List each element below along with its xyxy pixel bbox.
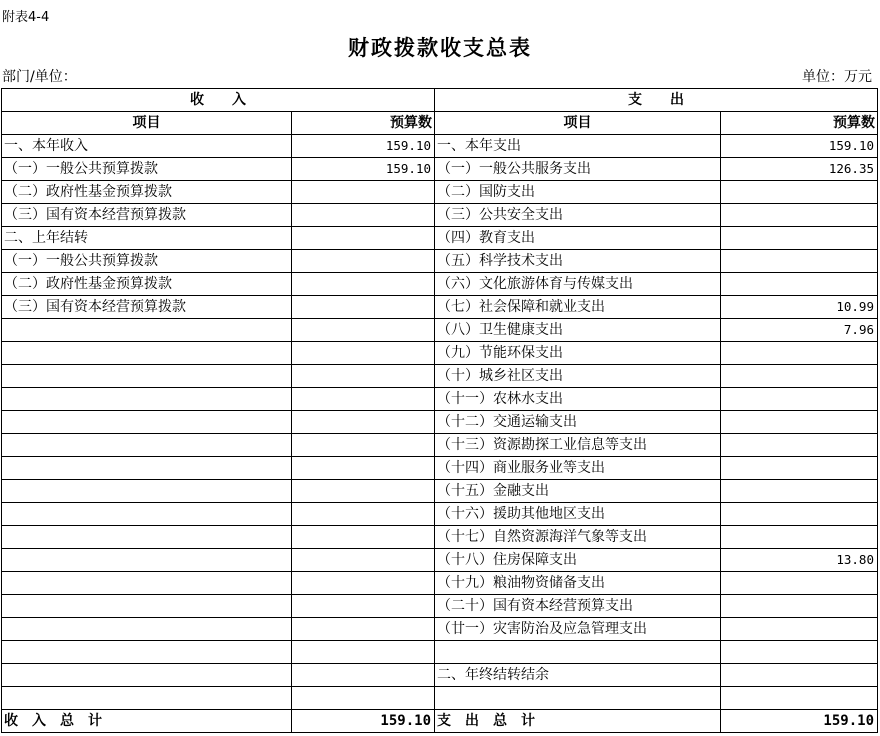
expense-item-header: 项目 <box>435 112 721 135</box>
expense-item-cell: （六）文化旅游体育与传媒支出 <box>435 273 721 296</box>
income-budget-cell: 159.10 <box>292 135 435 158</box>
table-row <box>2 457 878 480</box>
table-row <box>2 181 878 204</box>
income-item-cell: （二）政府性基金预算拨款 <box>2 181 292 204</box>
table-row <box>2 641 878 664</box>
table-row <box>2 388 878 411</box>
expense-item-cell: （七）社会保障和就业支出 <box>435 296 721 319</box>
income-budget-cell <box>292 572 435 595</box>
income-item-cell <box>2 388 292 411</box>
expense-item-cell: （十二）交通运输支出 <box>435 411 721 434</box>
income-budget-cell <box>292 319 435 342</box>
income-budget-cell <box>292 411 435 434</box>
expense-total-value: 159.10 <box>721 710 878 733</box>
income-budget-cell <box>292 227 435 250</box>
budget-table <box>1 88 878 733</box>
income-item-cell: （一）一般公共预算拨款 <box>2 250 292 273</box>
income-group-header: 收 入 <box>2 89 435 112</box>
expense-item-cell: （一）一般公共服务支出 <box>435 158 721 181</box>
expense-budget-cell <box>721 503 878 526</box>
expense-budget-cell: 7.96 <box>721 319 878 342</box>
table-row <box>2 158 878 181</box>
income-item-cell: 一、本年收入 <box>2 135 292 158</box>
income-budget-cell <box>292 181 435 204</box>
income-item-cell <box>2 480 292 503</box>
expense-budget-cell <box>721 411 878 434</box>
expense-budget-cell <box>721 388 878 411</box>
income-item-cell <box>2 365 292 388</box>
expense-item-cell: （二十）国有资本经营预算支出 <box>435 595 721 618</box>
table-row <box>2 480 878 503</box>
expense-budget-cell <box>721 572 878 595</box>
total-row <box>2 710 878 733</box>
income-item-cell: （二）政府性基金预算拨款 <box>2 273 292 296</box>
income-item-cell: 二、上年结转 <box>2 227 292 250</box>
department-label: 部门/单位： <box>2 69 77 85</box>
expense-budget-cell: 126.35 <box>721 158 878 181</box>
income-budget-cell <box>292 664 435 687</box>
expense-item-cell: （十六）援助其他地区支出 <box>435 503 721 526</box>
income-budget-cell <box>292 250 435 273</box>
expense-budget-cell <box>721 664 878 687</box>
expense-item-cell: （十九）粮油物资储备支出 <box>435 572 721 595</box>
table-row <box>2 549 878 572</box>
expense-budget-cell <box>721 434 878 457</box>
income-budget-cell <box>292 296 435 319</box>
table-row <box>2 687 878 710</box>
expense-budget-cell <box>721 526 878 549</box>
expense-item-cell: 二、年终结转结余 <box>435 664 721 687</box>
table-row <box>2 365 878 388</box>
sheet-tag: 附表4-4 <box>2 10 50 25</box>
income-budget-cell <box>292 595 435 618</box>
expense-budget-cell <box>721 250 878 273</box>
income-budget-cell <box>292 342 435 365</box>
expense-group-header: 支 出 <box>435 89 878 112</box>
income-budget-cell <box>292 457 435 480</box>
table-row <box>2 204 878 227</box>
page-title: 财政拨款收支总表 <box>348 36 532 60</box>
income-budget-cell <box>292 204 435 227</box>
income-item-cell <box>2 618 292 641</box>
income-budget-cell <box>292 687 435 710</box>
income-budget-cell <box>292 526 435 549</box>
expense-budget-cell <box>721 687 878 710</box>
table-row <box>2 503 878 526</box>
expense-item-cell: （四）教育支出 <box>435 227 721 250</box>
expense-budget-cell <box>721 457 878 480</box>
expense-item-cell: （十三）资源勘探工业信息等支出 <box>435 434 721 457</box>
expense-budget-cell <box>721 365 878 388</box>
income-item-cell <box>2 411 292 434</box>
column-header-row <box>2 112 878 135</box>
expense-item-cell: 一、本年支出 <box>435 135 721 158</box>
expense-budget-cell: 159.10 <box>721 135 878 158</box>
income-item-cell: （三）国有资本经营预算拨款 <box>2 296 292 319</box>
income-total-label: 收 入 总 计 <box>2 710 292 733</box>
income-item-cell <box>2 572 292 595</box>
expense-item-cell: （八）卫生健康支出 <box>435 319 721 342</box>
table-row <box>2 135 878 158</box>
expense-budget-cell <box>721 618 878 641</box>
income-item-cell <box>2 503 292 526</box>
income-item-cell <box>2 687 292 710</box>
income-budget-cell <box>292 480 435 503</box>
income-item-cell <box>2 595 292 618</box>
income-budget-cell: 159.10 <box>292 158 435 181</box>
income-budget-cell <box>292 388 435 411</box>
income-item-cell <box>2 342 292 365</box>
table-row <box>2 342 878 365</box>
income-item-cell: （一）一般公共预算拨款 <box>2 158 292 181</box>
expense-budget-cell <box>721 181 878 204</box>
table-row <box>2 526 878 549</box>
income-budget-cell <box>292 549 435 572</box>
expense-item-cell: （三）公共安全支出 <box>435 204 721 227</box>
income-item-cell <box>2 549 292 572</box>
expense-budget-cell <box>721 342 878 365</box>
table-row <box>2 296 878 319</box>
unit-label: 单位：万元 <box>802 69 872 85</box>
expense-budget-header: 预算数 <box>721 112 878 135</box>
expense-total-label: 支 出 总 计 <box>435 710 721 733</box>
income-item-cell <box>2 319 292 342</box>
expense-item-cell: （十五）金融支出 <box>435 480 721 503</box>
expense-budget-cell <box>721 227 878 250</box>
expense-item-cell: （二）国防支出 <box>435 181 721 204</box>
table-row <box>2 618 878 641</box>
table-row <box>2 319 878 342</box>
income-total-value: 159.10 <box>292 710 435 733</box>
group-header-row <box>2 89 878 112</box>
expense-item-cell: （十八）住房保障支出 <box>435 549 721 572</box>
income-budget-cell <box>292 365 435 388</box>
expense-budget-cell <box>721 273 878 296</box>
income-item-cell <box>2 526 292 549</box>
income-budget-header: 预算数 <box>292 112 435 135</box>
expense-item-cell: （五）科学技术支出 <box>435 250 721 273</box>
expense-budget-cell: 10.99 <box>721 296 878 319</box>
income-item-cell <box>2 664 292 687</box>
table-row <box>2 434 878 457</box>
table-row <box>2 250 878 273</box>
expense-item-cell <box>435 641 721 664</box>
income-budget-cell <box>292 273 435 296</box>
expense-item-cell: （十四）商业服务业等支出 <box>435 457 721 480</box>
table-row <box>2 227 878 250</box>
expense-budget-cell: 13.80 <box>721 549 878 572</box>
table-row <box>2 411 878 434</box>
table-row <box>2 595 878 618</box>
expense-item-cell: （九）节能环保支出 <box>435 342 721 365</box>
expense-budget-cell <box>721 595 878 618</box>
table-row <box>2 664 878 687</box>
income-budget-cell <box>292 434 435 457</box>
income-item-cell <box>2 457 292 480</box>
expense-item-cell: （十七）自然资源海洋气象等支出 <box>435 526 721 549</box>
expense-budget-cell <box>721 204 878 227</box>
income-item-header: 项目 <box>2 112 292 135</box>
income-budget-cell <box>292 503 435 526</box>
table-row <box>2 273 878 296</box>
expense-item-cell <box>435 687 721 710</box>
income-item-cell <box>2 641 292 664</box>
table-row <box>2 572 878 595</box>
income-budget-cell <box>292 641 435 664</box>
expense-item-cell: （十一）农林水支出 <box>435 388 721 411</box>
expense-budget-cell <box>721 480 878 503</box>
income-budget-cell <box>292 618 435 641</box>
income-item-cell <box>2 434 292 457</box>
expense-item-cell: （十）城乡社区支出 <box>435 365 721 388</box>
expense-item-cell: （廿一）灾害防治及应急管理支出 <box>435 618 721 641</box>
income-item-cell: （三）国有资本经营预算拨款 <box>2 204 292 227</box>
expense-budget-cell <box>721 641 878 664</box>
